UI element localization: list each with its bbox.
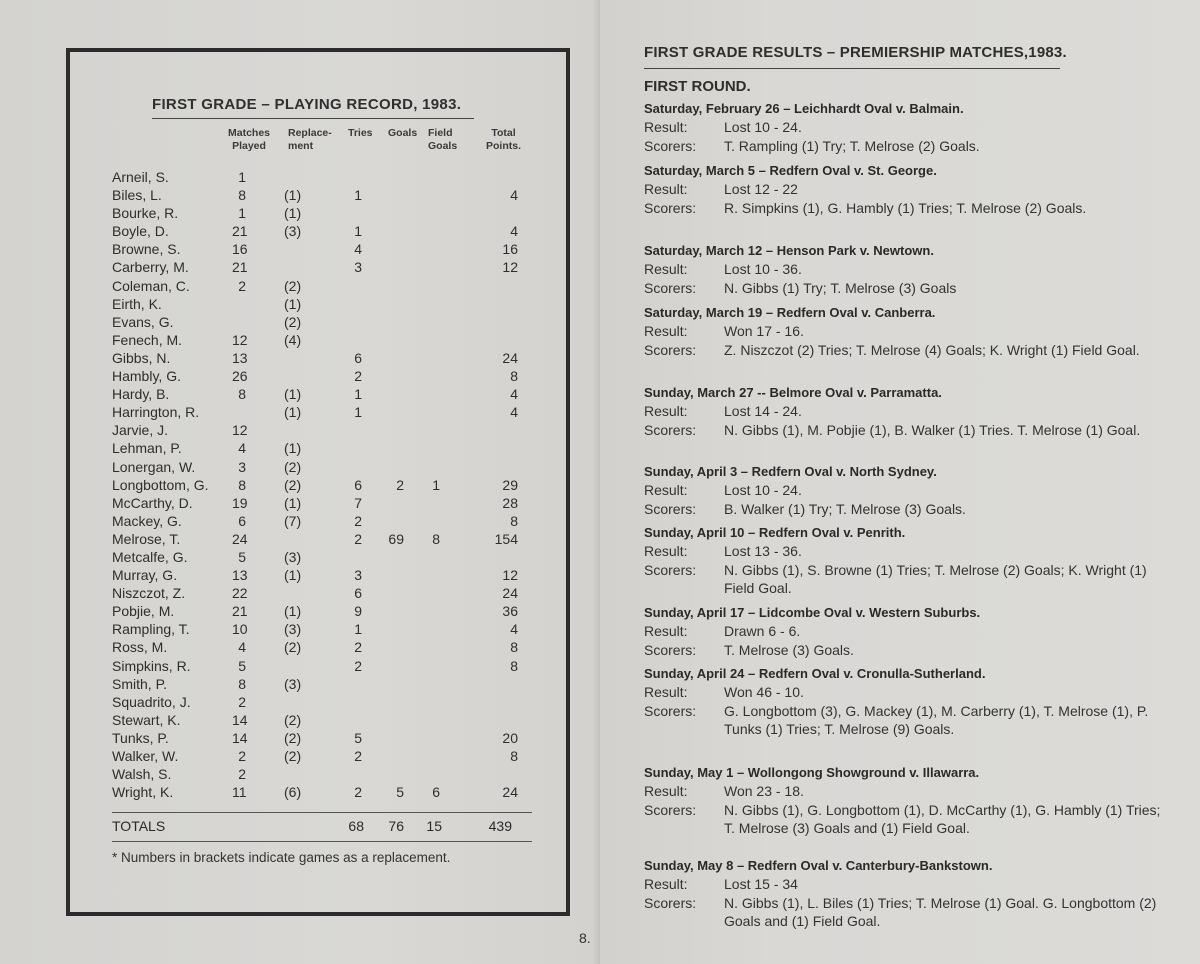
player-name: Boyle, D. (112, 223, 169, 240)
match-entry (644, 463, 1164, 518)
player-row (112, 331, 552, 349)
match-scorers-text: G. Longbottom (3), G. Mackey (1), M. Carberry (1), T. Melrose (1), P. Tunks (1) Tries; T. Melrose (9) Goals. (724, 702, 1149, 737)
player-name: Browne, S. (112, 241, 181, 258)
totals-bottom-rule (112, 841, 532, 842)
player-name: Ross, M. (112, 639, 168, 656)
right-page (600, 0, 1200, 964)
player-name: Tunks, P. (112, 729, 169, 746)
player-rep: (7) (284, 512, 302, 529)
match-entry (644, 524, 1164, 598)
match-scorers-text: N. Gibbs (1), S. Browne (1) Tries; T. Melrose (2) Goals; K. Wright (1) Field Goal. (724, 561, 1147, 596)
player-row (112, 548, 552, 566)
player-rep: (3) (284, 548, 302, 565)
match-scorers-text: T. Melrose (3) Goals. (724, 641, 854, 658)
page-number: 8. (579, 930, 591, 946)
player-mp: 5 (238, 548, 246, 565)
player-tries: 3 (354, 567, 362, 584)
player-tries: 2 (354, 639, 362, 656)
player-row (112, 566, 552, 584)
player-tp: 20 (502, 729, 518, 746)
match-result-line (644, 782, 1164, 801)
player-row (112, 765, 552, 783)
player-tp: 8 (510, 512, 518, 529)
match-result-text: Lost 12 - 22 (724, 181, 798, 197)
match-heading: Sunday, April 24 – Redfern Oval v. Cronulla-Sutherland. (644, 666, 986, 681)
match-entry (644, 665, 1164, 739)
match-heading: Sunday, March 27 -- Belmore Oval v. Parramatta. (644, 385, 942, 400)
match-entry (644, 764, 1164, 838)
match-result-text: Won 46 - 10. (724, 684, 804, 700)
player-name: Longbottom, G. (112, 476, 209, 493)
player-tries: 2 (354, 512, 362, 529)
match-heading: Sunday, April 10 – Redfern Oval v. Penrith. (644, 525, 906, 540)
player-row (112, 729, 552, 747)
player-row (112, 675, 552, 693)
match-scorers-label: Scorers: (644, 500, 697, 517)
match-result-label: Result: (644, 119, 688, 135)
totals-row (112, 818, 552, 838)
player-row (112, 512, 552, 530)
player-name: Simpkins, R. (112, 657, 191, 674)
player-row (112, 638, 552, 656)
header-field-goals: Field Goals (428, 127, 458, 152)
player-name: Lonergan, W. (112, 458, 196, 475)
player-name: Wright, K. (112, 784, 174, 801)
player-rep: (6) (284, 784, 302, 801)
player-rep: (3) (284, 675, 302, 692)
match-result-text: Drawn 6 - 6. (724, 623, 801, 639)
match-entry (644, 604, 1164, 659)
match-result-line (644, 180, 1164, 199)
match-result-label: Result: (644, 323, 688, 339)
player-mp: 8 (238, 386, 246, 403)
match-scorers-label: Scorers: (644, 421, 697, 438)
player-name: Mackey, G. (112, 512, 182, 529)
player-mp: 2 (238, 748, 246, 764)
player-row (112, 494, 552, 512)
player-name: Bourke, R. (112, 205, 179, 222)
player-tp: 4 (510, 386, 518, 403)
player-name: Metcalfe, G. (112, 548, 188, 565)
player-rep: (2) (284, 729, 302, 746)
player-rep: (2) (284, 639, 302, 656)
player-rep: (2) (284, 277, 302, 294)
player-tp: 4 (510, 404, 518, 421)
match-result-label: Result: (644, 543, 688, 559)
player-fg: 8 (432, 530, 440, 547)
player-row (112, 783, 552, 801)
player-mp: 12 (232, 331, 248, 348)
player-name: Hardy, B. (112, 386, 170, 403)
player-tries: 1 (354, 404, 362, 421)
match-scorers-text: B. Walker (1) Try; T. Melrose (3) Goals. (724, 500, 966, 517)
player-tries: 1 (354, 223, 362, 240)
player-tp: 154 (494, 530, 518, 547)
player-row (112, 620, 552, 638)
player-tries: 4 (354, 241, 362, 258)
header-goals: Goals (388, 127, 418, 139)
player-name: Carberry, M. (112, 259, 189, 276)
match-result-label: Result: (644, 261, 688, 277)
player-row (112, 458, 552, 476)
totals-field-goals: 15 (426, 818, 442, 834)
player-row (112, 476, 552, 494)
player-mp: 4 (238, 639, 246, 656)
player-mp: 13 (232, 349, 248, 366)
match-result-label: Result: (644, 783, 688, 799)
match-scorers-line (644, 894, 1164, 931)
player-name: Pobjie, M. (112, 603, 175, 620)
player-rep: (1) (284, 404, 302, 421)
match-scorers-line (644, 801, 1164, 838)
match-scorers-label: Scorers: (644, 641, 697, 658)
match-entry (644, 242, 1164, 297)
player-name: Eirth, K. (112, 295, 162, 312)
match-result-line (644, 260, 1164, 279)
player-name: Harrington, R. (112, 404, 200, 421)
player-row (112, 385, 552, 403)
player-mp: 21 (232, 223, 248, 240)
totals-top-rule (112, 812, 532, 813)
player-tries: 2 (354, 784, 362, 801)
player-row (112, 277, 552, 295)
match-result-label: Result: (644, 403, 688, 419)
player-row (112, 439, 552, 457)
player-goals: 5 (396, 784, 404, 801)
match-heading: Saturday, March 19 – Redfern Oval v. Canberra. (644, 305, 936, 320)
player-goals: 69 (388, 530, 404, 547)
match-entry (644, 384, 1164, 439)
player-mp: 19 (232, 494, 248, 511)
match-heading: Saturday, March 12 – Henson Park v. Newtown. (644, 243, 934, 258)
player-tries: 5 (354, 729, 362, 746)
match-scorers-line (644, 500, 1164, 519)
player-tp: 8 (510, 748, 518, 764)
match-scorers-label: Scorers: (644, 341, 697, 358)
player-row (112, 602, 552, 620)
player-mp: 21 (232, 259, 248, 276)
player-name: Arneil, S. (112, 169, 169, 185)
player-tries: 3 (354, 259, 362, 276)
player-mp: 24 (232, 530, 248, 547)
match-entry (644, 100, 1164, 155)
match-result-text: Lost 13 - 36. (724, 543, 802, 559)
player-rep: (1) (284, 386, 302, 403)
round-title: FIRST ROUND. (644, 78, 751, 95)
player-mp: 1 (238, 169, 246, 185)
player-name: Biles, L. (112, 187, 162, 204)
player-mp: 4 (238, 440, 246, 457)
match-result-label: Result: (644, 876, 688, 892)
player-mp: 1 (238, 205, 246, 222)
player-rep: (3) (284, 223, 302, 240)
match-heading: Sunday, April 17 – Lidcombe Oval v. Western Suburbs. (644, 605, 981, 620)
match-result-text: Lost 10 - 24. (724, 482, 802, 498)
match-entry (644, 857, 1164, 931)
match-scorers-text: N. Gibbs (1) Try; T. Melrose (3) Goals (724, 279, 957, 296)
player-mp: 16 (232, 241, 248, 258)
match-result-line (644, 875, 1164, 894)
player-mp: 2 (238, 277, 246, 294)
player-mp: 2 (238, 693, 246, 710)
player-row (112, 584, 552, 602)
player-tries: 2 (354, 748, 362, 764)
match-scorers-line (644, 421, 1164, 440)
totals-points: 439 (488, 818, 512, 834)
match-result-line (644, 118, 1164, 137)
match-scorers-label: Scorers: (644, 702, 697, 719)
player-mp: 6 (238, 512, 246, 529)
match-result-text: Won 17 - 16. (724, 323, 804, 339)
match-heading: Sunday, May 1 – Wollongong Showground v. Illawarra. (644, 765, 980, 780)
player-row (112, 421, 552, 439)
player-tries: 2 (354, 530, 362, 547)
player-row (112, 186, 552, 204)
player-tp: 16 (502, 241, 518, 258)
player-rows (112, 168, 552, 801)
player-mp: 13 (232, 567, 248, 584)
player-rep: (1) (284, 567, 302, 584)
player-mp: 14 (232, 711, 248, 728)
match-heading: Sunday, April 3 – Redfern Oval v. North Sydney. (644, 464, 937, 479)
header-total-points: Total Points. (486, 127, 522, 152)
player-mp: 8 (238, 187, 246, 204)
match-result-line (644, 322, 1164, 341)
player-row (112, 295, 552, 313)
player-tries: 1 (354, 621, 362, 638)
match-result-text: Won 23 - 18. (724, 783, 804, 799)
match-scorers-text: N. Gibbs (1), L. Biles (1) Tries; T. Melrose (1) Goal. G. Longbottom (2) Goals and (1) Field Goal. (724, 894, 1157, 929)
match-scorers-line (644, 279, 1164, 298)
player-tp: 4 (510, 187, 518, 204)
player-rep: (2) (284, 711, 302, 728)
player-row (112, 711, 552, 729)
title-rule (152, 118, 474, 119)
match-heading: Saturday, February 26 – Leichhardt Oval v. Balmain. (644, 101, 964, 116)
player-name: Jarvie, J. (112, 422, 169, 439)
match-scorers-text: T. Rampling (1) Try; T. Melrose (2) Goals. (724, 137, 980, 154)
player-rep: (1) (284, 205, 302, 222)
player-mp: 12 (232, 422, 248, 439)
player-tp: 8 (510, 639, 518, 656)
player-tries: 1 (354, 386, 362, 403)
match-result-label: Result: (644, 623, 688, 639)
match-entry (644, 304, 1164, 359)
match-scorers-line (644, 341, 1164, 360)
player-name: Niszczot, Z. (112, 585, 186, 602)
player-tries: 6 (354, 349, 362, 366)
player-tries: 7 (354, 494, 362, 511)
footnote: * Numbers in brackets indicate games as a replacement. (112, 850, 451, 865)
match-scorers-label: Scorers: (644, 561, 697, 578)
player-mp: 26 (232, 368, 248, 385)
player-name: Evans, G. (112, 313, 174, 330)
player-mp: 14 (232, 729, 248, 746)
match-scorers-label: Scorers: (644, 137, 697, 154)
match-entry (644, 162, 1164, 217)
player-rep: (2) (284, 313, 302, 330)
player-mp: 21 (232, 603, 248, 620)
player-name: Coleman, C. (112, 277, 190, 294)
player-row (112, 313, 552, 331)
player-row (112, 349, 552, 367)
player-tp: 24 (502, 349, 518, 366)
player-name: Squadrito, J. (112, 693, 191, 710)
playing-record-title: FIRST GRADE – PLAYING RECORD, 1983. (152, 96, 462, 113)
totals-tries: 68 (348, 818, 364, 834)
player-tries: 2 (354, 657, 362, 674)
match-scorers-label: Scorers: (644, 279, 697, 296)
player-name: Smith, P. (112, 675, 167, 692)
player-row (112, 657, 552, 675)
match-scorers-line (644, 561, 1164, 598)
match-result-line (644, 542, 1164, 561)
player-fg: 6 (432, 784, 440, 801)
player-tp: 36 (502, 603, 518, 620)
player-tp: 12 (502, 567, 518, 584)
player-name: Melrose, T. (112, 530, 181, 547)
header-replacement: Replace- ment (288, 127, 332, 152)
match-scorers-label: Scorers: (644, 894, 697, 911)
player-tries: 6 (354, 585, 362, 602)
player-row (112, 530, 552, 548)
player-rep: (1) (284, 187, 302, 204)
player-tries: 9 (354, 603, 362, 620)
match-heading: Sunday, May 8 – Redfern Oval v. Canterbury-Bankstown. (644, 858, 993, 873)
player-mp: 2 (238, 766, 246, 783)
player-name: Walker, W. (112, 748, 179, 764)
match-scorers-line (644, 641, 1164, 660)
match-result-text: Lost 10 - 36. (724, 261, 802, 277)
player-name: Stewart, K. (112, 711, 181, 728)
player-goals: 2 (396, 476, 404, 493)
player-tp: 29 (502, 476, 518, 493)
match-result-line (644, 481, 1164, 500)
player-rep: (2) (284, 748, 302, 764)
totals-goals: 76 (388, 818, 404, 834)
player-rep: (1) (284, 295, 302, 312)
player-row (112, 204, 552, 222)
match-result-text: Lost 15 - 34 (724, 876, 798, 892)
player-tp: 24 (502, 585, 518, 602)
match-result-label: Result: (644, 181, 688, 197)
match-scorers-label: Scorers: (644, 801, 697, 818)
player-mp: 8 (238, 675, 246, 692)
player-mp: 8 (238, 476, 246, 493)
header-tries: Tries (348, 127, 373, 139)
match-scorers-line (644, 199, 1164, 218)
player-rep: (4) (284, 331, 302, 348)
player-name: Fenech, M. (112, 331, 183, 348)
player-mp: 3 (238, 458, 246, 475)
player-tries: 2 (354, 368, 362, 385)
player-name: Walsh, S. (112, 766, 172, 783)
player-tp: 12 (502, 259, 518, 276)
match-heading: Saturday, March 5 – Redfern Oval v. St. George. (644, 163, 937, 178)
player-rep: (2) (284, 458, 302, 475)
player-tries: 6 (354, 476, 362, 493)
player-mp: 5 (238, 657, 246, 674)
player-name: Rampling, T. (112, 621, 190, 638)
player-tp: 4 (510, 223, 518, 240)
player-rep: (2) (284, 476, 302, 493)
player-tp: 8 (510, 368, 518, 385)
player-tp: 8 (510, 657, 518, 674)
player-row (112, 747, 552, 765)
totals-label: TOTALS (112, 818, 166, 834)
player-tries: 1 (354, 187, 362, 204)
header-matches-played: Matches Played (228, 127, 271, 152)
match-scorers-text: N. Gibbs (1), G. Longbottom (1), D. McCarthy (1), G. Hambly (1) Tries; T. Melrose (3) Goals and (1) Field Goal. (724, 801, 1161, 836)
player-name: Hambly, G. (112, 368, 181, 385)
player-row (112, 168, 552, 186)
match-scorers-text: Z. Niszczot (2) Tries; T. Melrose (4) Goals; K. Wright (1) Field Goal. (724, 341, 1140, 358)
results-title: FIRST GRADE RESULTS – PREMIERSHIP MATCHES,1983. (644, 44, 1067, 61)
match-result-line (644, 402, 1164, 421)
player-mp: 10 (232, 621, 248, 638)
player-name: Lehman, P. (112, 440, 182, 457)
player-tp: 4 (510, 621, 518, 638)
player-row (112, 403, 552, 421)
player-name: Murray, G. (112, 567, 178, 584)
player-name: Gibbs, N. (112, 349, 171, 366)
player-tp: 28 (502, 494, 518, 511)
player-mp: 11 (232, 784, 247, 801)
player-name: McCarthy, D. (112, 494, 193, 511)
match-scorers-line (644, 137, 1164, 156)
player-rep: (1) (284, 440, 302, 457)
player-row (112, 222, 552, 240)
player-row (112, 240, 552, 258)
player-mp: 22 (232, 585, 248, 602)
player-row (112, 693, 552, 711)
match-result-label: Result: (644, 684, 688, 700)
player-tp: 24 (502, 784, 518, 801)
player-row (112, 367, 552, 385)
match-result-text: Lost 10 - 24. (724, 119, 802, 135)
match-scorers-label: Scorers: (644, 199, 697, 216)
results-title-rule (644, 68, 1060, 69)
match-result-text: Lost 14 - 24. (724, 403, 802, 419)
player-rep: (1) (284, 603, 302, 620)
match-scorers-line (644, 702, 1164, 739)
player-fg: 1 (432, 476, 440, 493)
player-row (112, 258, 552, 276)
match-result-line (644, 622, 1164, 641)
match-scorers-text: R. Simpkins (1), G. Hambly (1) Tries; T. Melrose (2) Goals. (724, 199, 1087, 216)
match-scorers-text: N. Gibbs (1), M. Pobjie (1), B. Walker (1) Tries. T. Melrose (1) Goal. (724, 421, 1141, 438)
match-result-line (644, 683, 1164, 702)
match-result-label: Result: (644, 482, 688, 498)
player-rep: (1) (284, 494, 302, 511)
player-rep: (3) (284, 621, 302, 638)
